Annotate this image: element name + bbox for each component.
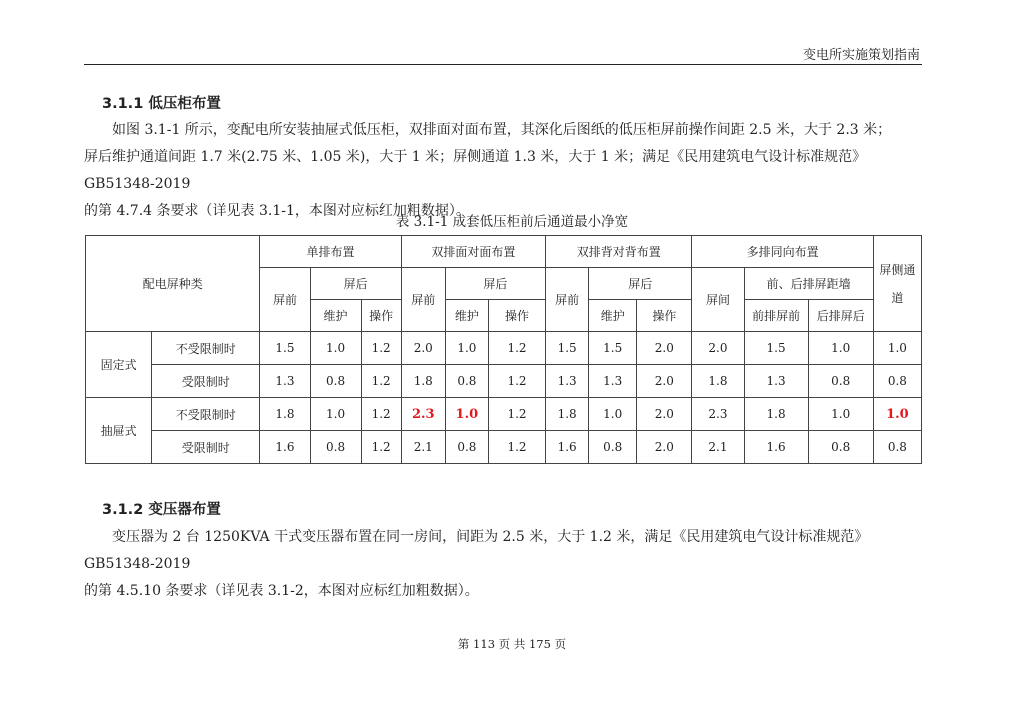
table-cell: 1.3 — [589, 365, 637, 398]
table-row — [86, 332, 922, 365]
table-cell: 1.8 — [260, 398, 310, 431]
table-cell: 1.5 — [546, 332, 589, 365]
table-cell: 2.0 — [637, 332, 692, 365]
header-operate: 操作 — [637, 300, 692, 332]
section2-paragraph — [84, 524, 922, 605]
header-front-row-front: 前排屏前 — [744, 300, 808, 332]
table-cell: 0.8 — [445, 365, 488, 398]
header-maintain: 维护 — [589, 300, 637, 332]
header-front-back-wall: 前、后排屏距墙 — [744, 268, 873, 300]
section-heading-transformer: 3.1.2 变压器布置 — [102, 502, 221, 518]
table-cell: 0.8 — [873, 431, 921, 464]
table-cell: 2.0 — [637, 398, 692, 431]
table-cell: 1.0 — [808, 398, 873, 431]
table-cell: 1.8 — [692, 365, 744, 398]
table-row — [86, 431, 922, 464]
header-front: 屏前 — [546, 268, 589, 332]
table-cell: 1.2 — [361, 365, 401, 398]
header-category: 配电屏种类 — [86, 236, 260, 332]
table-cell: 1.8 — [744, 398, 808, 431]
header-maintain: 维护 — [445, 300, 488, 332]
table-cell: 1.0 — [589, 398, 637, 431]
table-cell: 1.2 — [361, 332, 401, 365]
row-condition: 受限制时 — [152, 431, 260, 464]
table-cell: 2.0 — [692, 332, 744, 365]
header-back: 屏后 — [310, 268, 401, 300]
table-cell: 0.8 — [873, 365, 921, 398]
table-cell: 1.6 — [260, 431, 310, 464]
table-cell: 0.8 — [808, 431, 873, 464]
header-side-channel: 屏侧通道 — [873, 236, 921, 332]
table-cell: 0.8 — [445, 431, 488, 464]
table-cell: 1.6 — [744, 431, 808, 464]
table-cell: 1.0 — [445, 332, 488, 365]
table-cell: 2.0 — [637, 365, 692, 398]
table-cell: 1.0 — [310, 398, 361, 431]
row-type-fixed: 固定式 — [86, 332, 152, 398]
section-heading-low-voltage: 3.1.1 低压柜布置 — [102, 96, 221, 112]
header-operate: 操作 — [361, 300, 401, 332]
table-cell-highlight: 1.0 — [873, 398, 921, 431]
table-cell-highlight: 1.0 — [445, 398, 488, 431]
table-caption: 表 3.1-1 成套低压柜前后通道最小净宽 — [395, 214, 629, 230]
header-operate: 操作 — [488, 300, 545, 332]
paragraph-line: 的第 4.5.10 条要求（详见表 3.1-2，本图对应标红加粗数据）。 — [84, 583, 479, 599]
header-group-multi-row: 多排同向布置 — [692, 236, 873, 268]
table-cell: 1.2 — [488, 398, 545, 431]
table-cell: 1.6 — [546, 431, 589, 464]
table-cell: 2.3 — [692, 398, 744, 431]
table-cell: 1.2 — [488, 431, 545, 464]
table-cell: 1.8 — [401, 365, 445, 398]
table-cell: 2.1 — [692, 431, 744, 464]
row-condition: 受限制时 — [152, 365, 260, 398]
header-maintain: 维护 — [310, 300, 361, 332]
table-cell: 1.2 — [488, 365, 545, 398]
row-condition: 不受限制时 — [152, 332, 260, 365]
header-rule — [84, 64, 922, 65]
page-number: 第 113 页 共 175 页 — [457, 637, 567, 651]
table-cell: 1.0 — [310, 332, 361, 365]
table-cell: 0.8 — [310, 431, 361, 464]
table-cell: 1.5 — [589, 332, 637, 365]
header-group-single: 单排布置 — [260, 236, 401, 268]
table-cell: 1.0 — [808, 332, 873, 365]
table-cell: 0.8 — [310, 365, 361, 398]
header-back: 屏后 — [445, 268, 545, 300]
paragraph-line: 变压器为 2 台 1250KVA 干式变压器布置在同一房间，间距为 2.5 米，大于 1.2 米，满足《民用建筑电气设计标准规范》GB51348-2019 — [84, 529, 869, 572]
table-cell: 1.3 — [744, 365, 808, 398]
table-cell: 1.2 — [361, 398, 401, 431]
header-back-row-back: 后排屏后 — [808, 300, 873, 332]
table-cell: 1.3 — [546, 365, 589, 398]
paragraph-line: 的第 4.7.4 条要求（详见表 3.1-1，本图对应标红加粗数据）。 — [84, 203, 470, 219]
table-cell: 1.2 — [488, 332, 545, 365]
header-group-face-to-face: 双排面对面布置 — [401, 236, 545, 268]
paragraph-line: 如图 3.1-1 所示，变配电所安装抽屉式低压柜，双排面对面布置，其深化后图纸的低压柜屏前操作间距 2.5 米，大于 2.3 米； — [84, 122, 892, 138]
header-between: 屏间 — [692, 268, 744, 332]
header-front: 屏前 — [260, 268, 310, 332]
running-header: 变电所实施策划指南 — [802, 48, 920, 63]
paragraph-line: 屏后维护通道间距 1.7 米(2.75 米、1.05 米)，大于 1 米；屏侧通道 1.3 米，大于 1 米；满足《民用建筑电气设计标准规范》GB51348-2019 — [84, 149, 867, 192]
header-group-back-to-back: 双排背对背布置 — [546, 236, 692, 268]
section1-paragraph — [84, 117, 922, 225]
row-condition: 不受限制时 — [152, 398, 260, 431]
table-cell-highlight: 2.3 — [401, 398, 445, 431]
table-cell: 2.0 — [637, 431, 692, 464]
table-cell: 0.8 — [808, 365, 873, 398]
header-front: 屏前 — [401, 268, 445, 332]
table-row — [86, 365, 922, 398]
table-cell: 2.0 — [401, 332, 445, 365]
header-back: 屏后 — [589, 268, 692, 300]
table-row — [86, 398, 922, 431]
table-cell: 2.1 — [401, 431, 445, 464]
table-cell: 0.8 — [589, 431, 637, 464]
table-cell: 1.3 — [260, 365, 310, 398]
clearance-table — [85, 235, 922, 464]
table-cell: 1.0 — [873, 332, 921, 365]
row-type-drawer: 抽屉式 — [86, 398, 152, 464]
table-cell: 1.5 — [260, 332, 310, 365]
table-cell: 1.8 — [546, 398, 589, 431]
table-cell: 1.2 — [361, 431, 401, 464]
table-cell: 1.5 — [744, 332, 808, 365]
